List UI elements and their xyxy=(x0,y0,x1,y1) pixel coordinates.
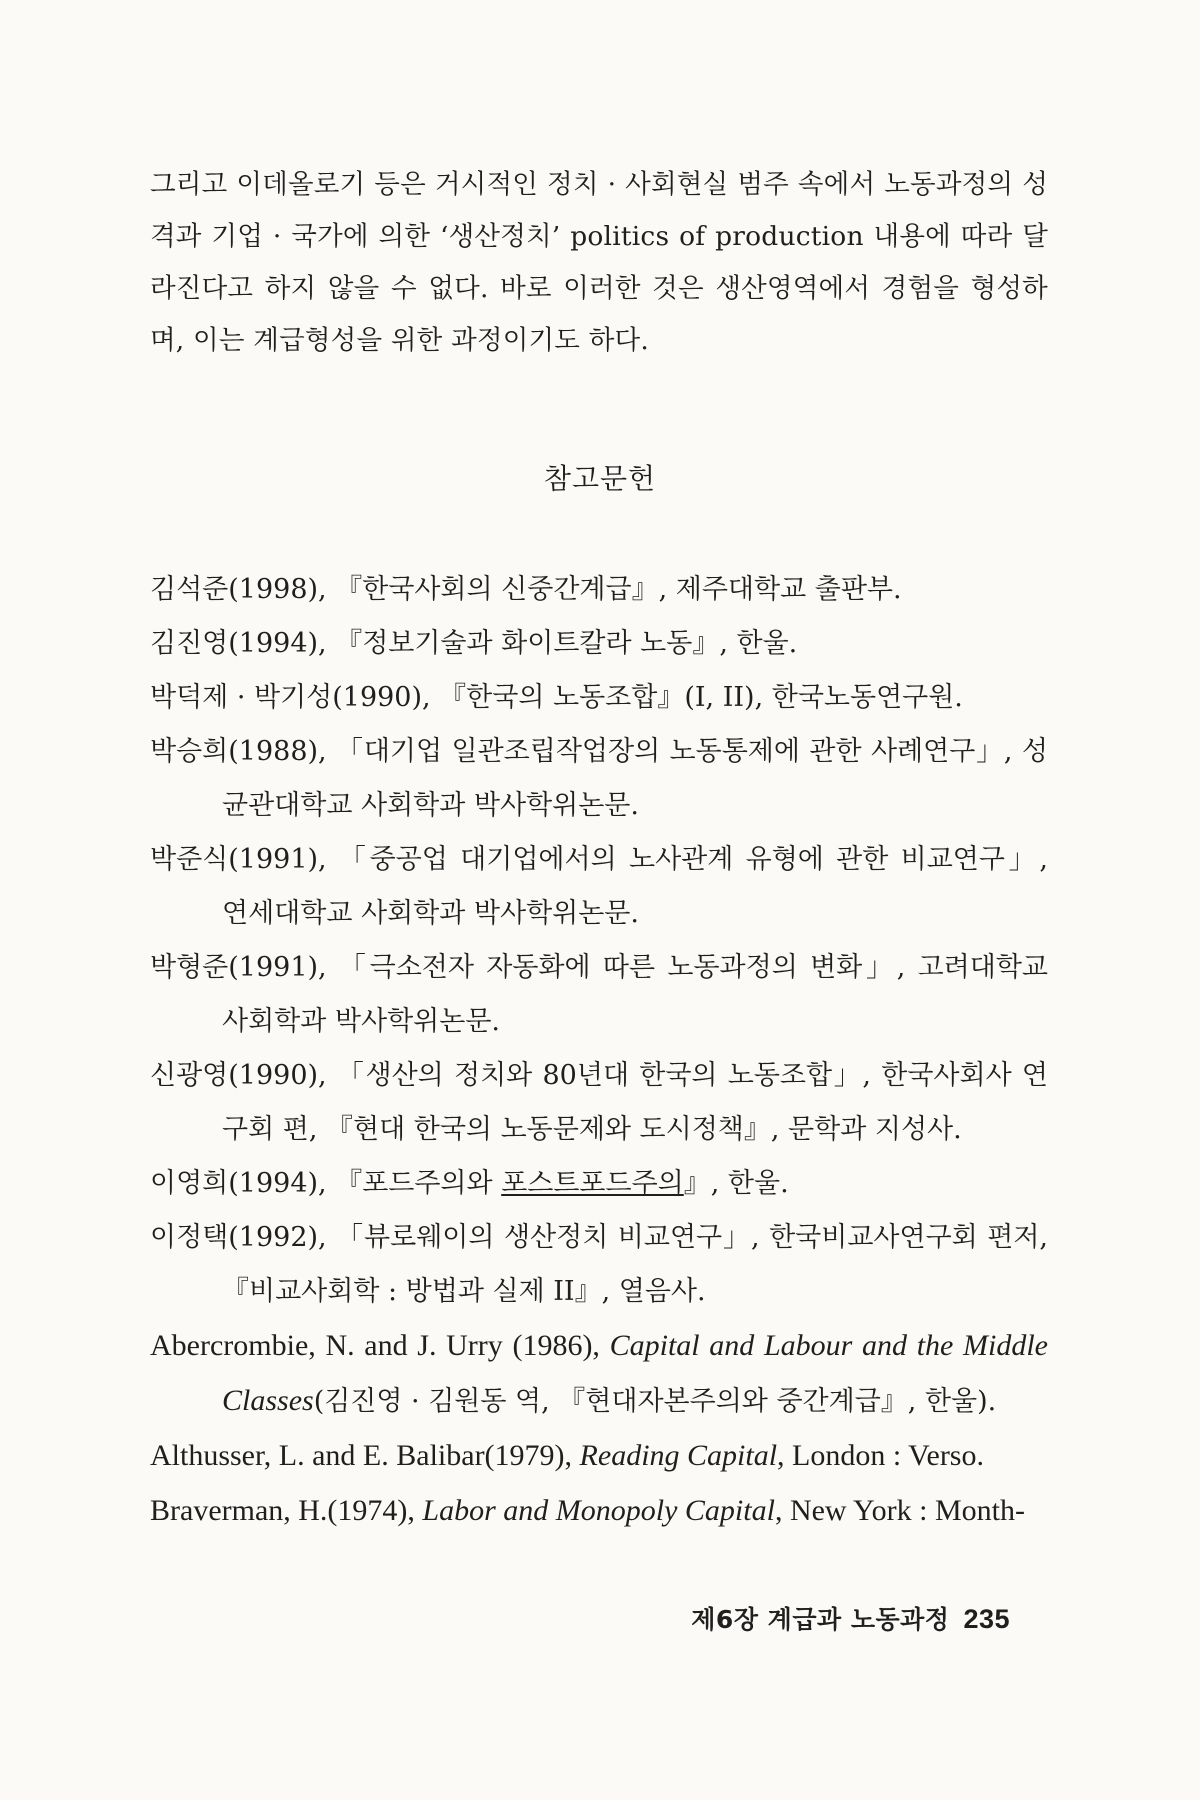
reference-text: 이영희(1994), 『포드주의와 xyxy=(150,1168,502,1199)
reference-underlined-title: 포스트포드주의 xyxy=(501,1168,684,1199)
reference-text: Abercrombie, N. and J. Urry (1986), xyxy=(150,1329,610,1362)
page-number: 235 xyxy=(963,1604,1010,1634)
reference-item: 이정택(1992), 「뷰로웨이의 생산정치 비교연구」, 한국비교사연구회 편저, 『비교사회학 : 방법과 실제 II』, 열음사. xyxy=(150,1222,1048,1307)
reference-italic-title: Reading Capital xyxy=(579,1439,778,1472)
reference-item xyxy=(150,1157,1048,1211)
reference-item: 박덕제 · 박기성(1990), 『한국의 노동조합』(I, II), 한국노동연구원. xyxy=(150,682,963,713)
reference-text: Althusser, L. and E. Balibar(1979), xyxy=(150,1439,580,1472)
reference-text: Braverman, H.(1974), xyxy=(150,1494,423,1527)
reference-item: 박형준(1991), 「극소전자 자동화에 따른 노동과정의 변화」, 고려대학교 사회학과 박사학위논문. xyxy=(150,952,1048,1037)
reference-italic-title: Labor and Monopoly Capital xyxy=(422,1494,775,1527)
page-footer xyxy=(691,1600,1010,1636)
reference-item: 김석준(1998), 『한국사회의 신중간계급』, 제주대학교 출판부. xyxy=(150,574,902,605)
reference-item xyxy=(150,1484,1048,1539)
reference-item xyxy=(150,1429,1048,1484)
reference-item: 박승희(1988), 「대기업 일관조립작업장의 노동통제에 관한 사례연구」, 성균관대학교 사회학과 박사학위논문. xyxy=(150,736,1048,821)
reference-list xyxy=(150,563,1048,1539)
section-heading: 참고문헌 xyxy=(543,462,657,495)
reference-item: 신광영(1990), 「생산의 정치와 80년대 한국의 노동조합」, 한국사회사 연구회 편, 『현대 한국의 노동문제와 도시정책』, 문학과 지성사. xyxy=(150,1060,1048,1145)
reference-text: (김진영 · 김원동 역, 『현대자본주의와 중간계급』, 한울). xyxy=(313,1386,997,1417)
reference-item xyxy=(150,1319,1048,1429)
reference-italic-title: Capital and Labour and the Middle Classes xyxy=(222,1329,1048,1417)
reference-text: , London : Verso. xyxy=(777,1439,984,1472)
intro-paragraph: 그리고 이데올로기 등은 거시적인 정치 · 사회현실 범주 속에서 노동과정의 성격과 기업 · 국가에 의한 ‘생산정치’ politics of production 내용에 따라 달라진다고 하지 않을 수 없다. 바로 이러한 것은 생산영역에서 경험을 형성하며, 이는 계급형성을 위한 과정이기도 하다. xyxy=(150,168,1048,356)
reference-item: 박준식(1991), 「중공업 대기업에서의 노사관계 유형에 관한 비교연구」, 연세대학교 사회학과 박사학위논문. xyxy=(150,844,1048,929)
reference-text: 』, 한울. xyxy=(683,1168,789,1199)
reference-item: 김진영(1994), 『정보기술과 화이트칼라 노동』, 한울. xyxy=(150,628,798,659)
chapter-title: 제6장 계급과 노동과정 xyxy=(691,1605,950,1634)
reference-text: , New York : Month- xyxy=(774,1494,1025,1527)
